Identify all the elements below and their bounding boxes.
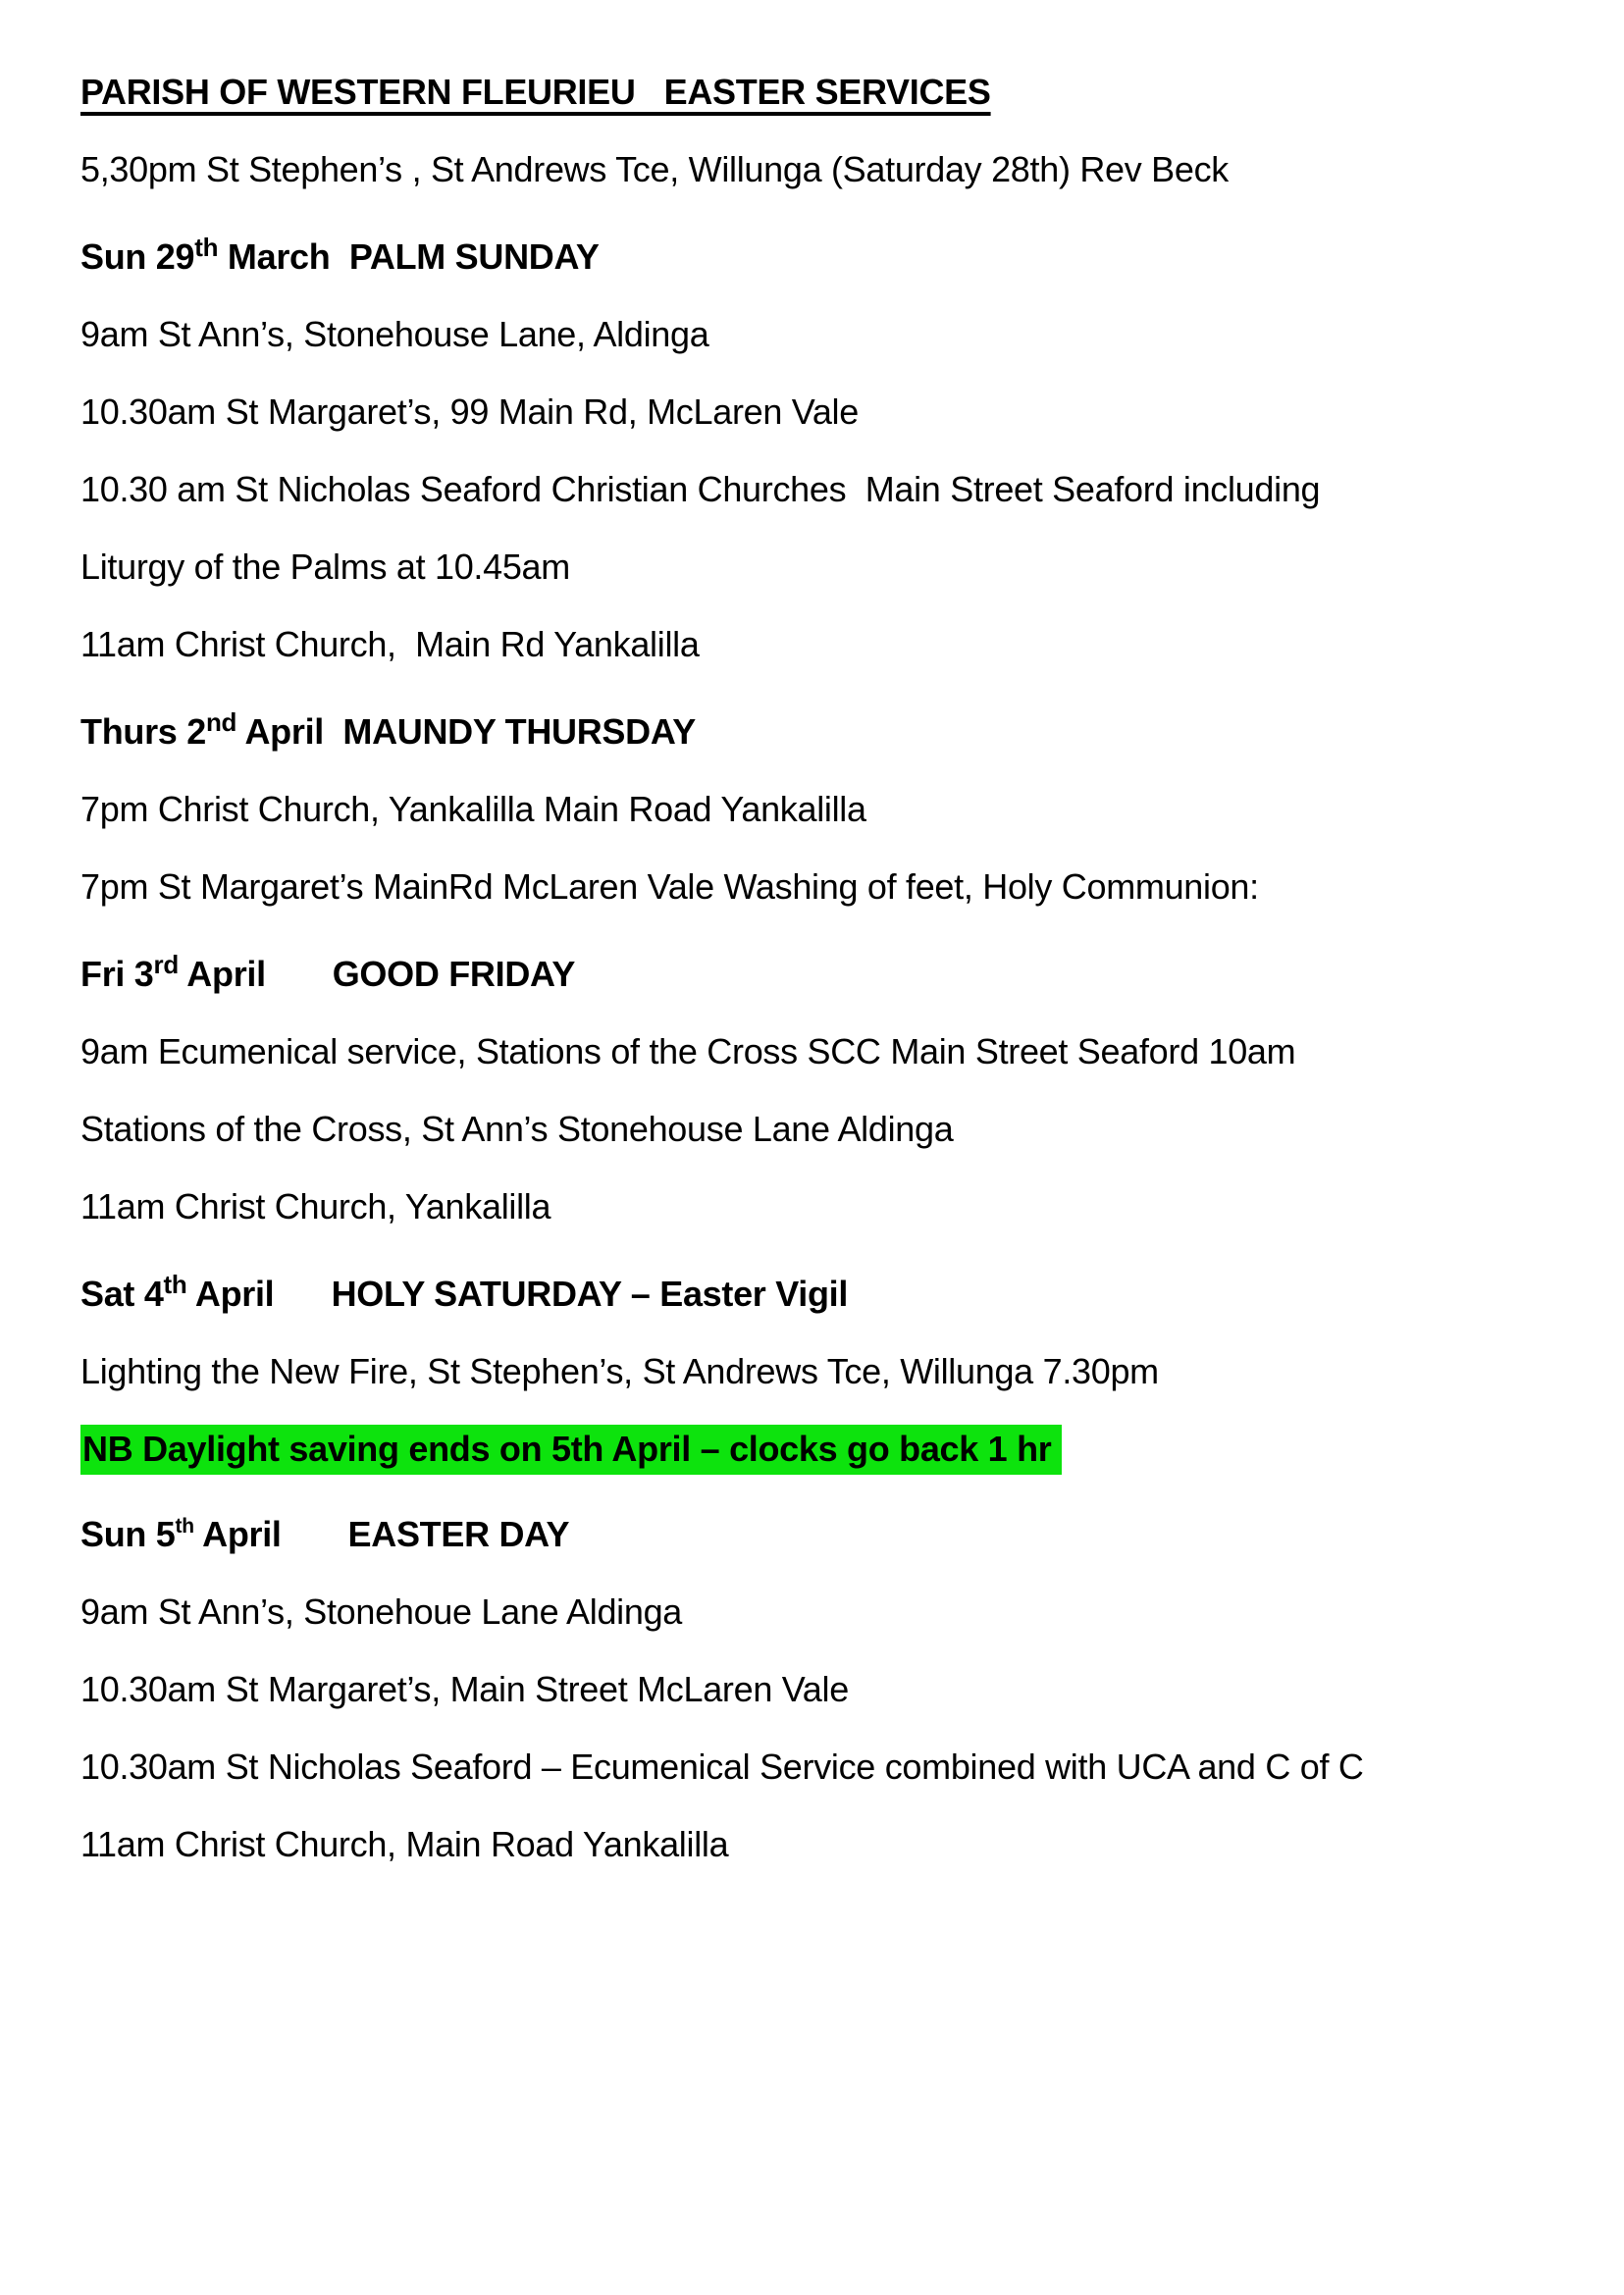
heading-day: Sun 5 bbox=[80, 1514, 176, 1554]
document-title-text: PARISH OF WESTERN FLEURIEU EASTER SERVICES bbox=[80, 72, 991, 112]
line-highlight bbox=[80, 1428, 1565, 1471]
heading-day: Sun 29 bbox=[80, 236, 195, 277]
line-heading bbox=[80, 226, 1565, 279]
daylight-saving-notice: NB Daylight saving ends on 5th April – clocks go back 1 hr bbox=[80, 1425, 1062, 1475]
ordinal-superscript: th bbox=[194, 233, 219, 262]
heading-day: Fri 3 bbox=[80, 954, 154, 994]
line-heading bbox=[80, 943, 1565, 996]
line-heading bbox=[80, 1263, 1565, 1316]
line-body: Lighting the New Fire, St Stephen’s, St Andrews Tce, Willunga 7.30pm bbox=[80, 1351, 1159, 1391]
line-body: 11am Christ Church, Main Rd Yankalilla bbox=[80, 624, 700, 664]
ordinal-superscript: th bbox=[163, 1270, 187, 1299]
line-body: 5,30pm St Stephen’s , St Andrews Tce, Willunga (Saturday 28th) Rev Beck bbox=[80, 149, 1229, 189]
line-body: 10.30 am St Nicholas Seaford Christian Churches Main Street Seaford including bbox=[80, 469, 1321, 509]
heading-rest: April EASTER DAY bbox=[193, 1514, 570, 1554]
line-body: 10.30am St Margaret’s, Main Street McLaren Vale bbox=[80, 1669, 849, 1709]
line-body: 10.30am St Nicholas Seaford – Ecumenical Service combined with UCA and C of C bbox=[80, 1747, 1364, 1787]
heading-rest: March PALM SUNDAY bbox=[218, 236, 600, 277]
line-body: 9am Ecumenical service, Stations of the Cross SCC Main Street Seaford 10am bbox=[80, 1031, 1296, 1071]
heading-day: Thurs 2 bbox=[80, 711, 206, 752]
line-body: 7pm St Margaret’s MainRd McLaren Vale Washing of feet, Holy Communion: bbox=[80, 866, 1259, 907]
line-body: 9am St Ann’s, Stonehoue Lane Aldinga bbox=[80, 1591, 683, 1632]
line-title bbox=[80, 71, 1565, 114]
line-body: 7pm Christ Church, Yankalilla Main Road Yankalilla bbox=[80, 789, 866, 829]
heading-rest: April HOLY SATURDAY – Easter Vigil bbox=[186, 1274, 849, 1314]
heading-day: Sat 4 bbox=[80, 1274, 164, 1314]
ordinal-superscript: th bbox=[175, 1515, 194, 1538]
line-body: 9am St Ann’s, Stonehouse Lane, Aldinga bbox=[80, 314, 709, 354]
line-body: Liturgy of the Palms at 10.45am bbox=[80, 547, 570, 587]
ordinal-superscript: nd bbox=[205, 707, 237, 737]
line-body: 10.30am St Margaret’s, 99 Main Rd, McLaren Vale bbox=[80, 391, 859, 432]
ordinal-superscript: rd bbox=[153, 950, 179, 979]
line-body: 11am Christ Church, Main Road Yankalilla bbox=[80, 1824, 729, 1864]
line-heading bbox=[80, 1505, 1565, 1556]
line-body: Stations of the Cross, St Ann’s Stonehouse Lane Aldinga bbox=[80, 1109, 954, 1149]
line-heading bbox=[80, 701, 1565, 754]
heading-rest: April GOOD FRIDAY bbox=[178, 954, 576, 994]
line-body: 11am Christ Church, Yankalilla bbox=[80, 1186, 551, 1226]
heading-rest: April MAUNDY THURSDAY bbox=[236, 711, 696, 752]
